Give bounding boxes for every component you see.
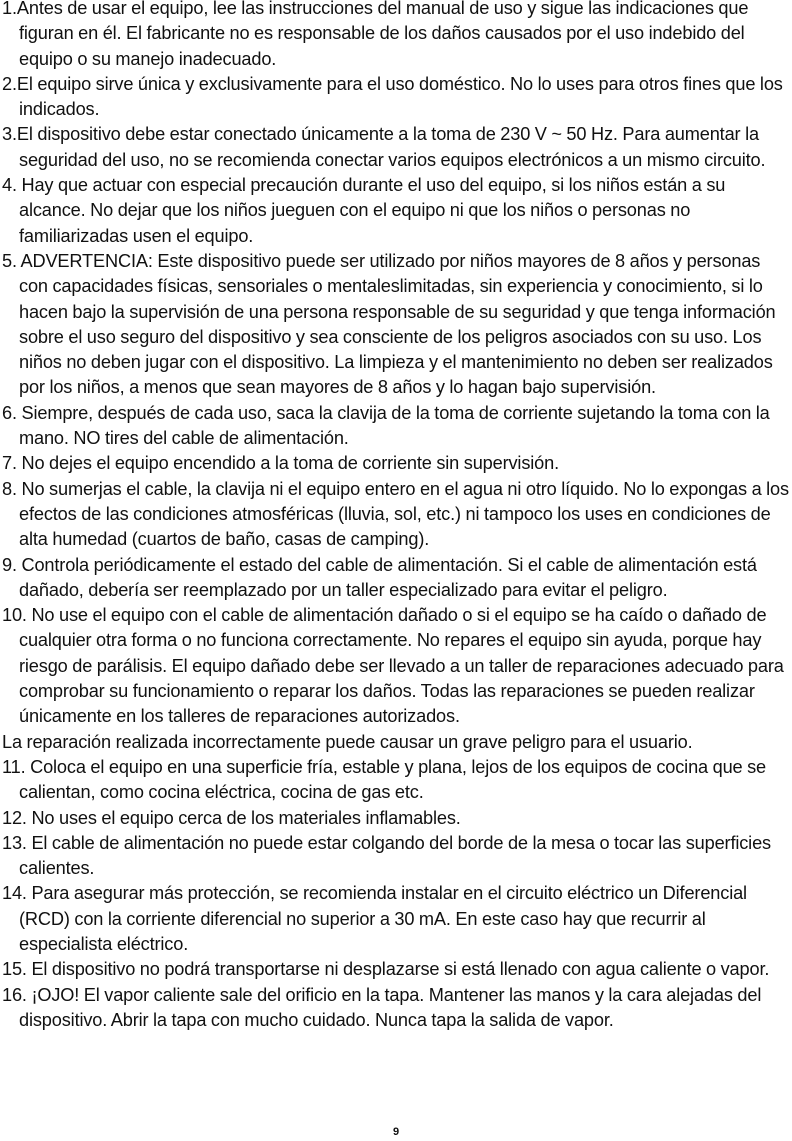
list-item (2, 122, 790, 173)
item-text: El dispositivo debe estar conectado únicamente a la toma de 230 V ~ 50 Hz. Para aumentar la seguridad del uso, no se recomienda conectar varios equipos electrónicos a un mismo circuito. (16, 124, 766, 170)
page-number: 9 (392, 1126, 400, 1138)
list-item (2, 249, 790, 401)
item-text: El equipo sirve única y exclusivamente para el uso doméstico. No lo uses para otros fines que los indicados. (16, 73, 783, 120)
warning-note (2, 730, 790, 755)
item-text: No dejes el equipo encendido a la toma de corriente sin supervisión. (16, 453, 559, 474)
item-text: El dispositivo no podrá transportarse ni desplazarse si está llenado con agua caliente o vapor. (26, 959, 770, 980)
list-item (2, 553, 790, 604)
item-number: 14. (2, 883, 27, 904)
item-text: No sumerjas el cable, la clavija ni el equipo entero en el agua ni otro líquido. No lo expongas a los efectos de las condiciones atmosféricas (lluvia, sol, etc.) ni tampoco los uses en condiciones de alta humedad (cuartos de baño, casas de camping). (16, 478, 789, 550)
list-item (2, 603, 790, 729)
list-item (2, 0, 790, 72)
list-item (2, 173, 790, 249)
item-number: 15. (2, 959, 27, 980)
item-text: Para asegurar más protección, se recomienda instalar en el circuito eléctrico un Diferencial (RCD) con la corriente diferencial no superior a 30 mA. En este caso hay que recurrir al especialista eléctrico. (19, 883, 747, 954)
safety-instructions-list (2, 0, 790, 1033)
item-text: ¡OJO! El vapor caliente sale del orificio en la tapa. Mantener las manos y la cara alejadas del dispositivo. Abrir la tapa con mucho cuidado. Nunca tapa la salida de vapor. (19, 984, 762, 1030)
item-text: El cable de alimentación no puede estar colgando del borde de la mesa o tocar las superficies calientes. (19, 832, 771, 879)
item-number: 4. (2, 175, 17, 196)
list-item (2, 806, 790, 831)
item-number: 16. (2, 984, 27, 1005)
item-number: 5. (2, 250, 17, 271)
item-number: 9. (2, 554, 17, 575)
item-text: Controla periódicamente el estado del cable de alimentación. Si el cable de alimentación está dañado, debería ser reemplazado por un taller especializado para evitar el peligro. (16, 554, 757, 600)
item-number: 12. (2, 807, 27, 828)
item-number: 2. (2, 73, 17, 94)
item-text: No uses el equipo cerca de los materiales inflamables. (26, 807, 461, 828)
list-item (2, 831, 790, 882)
list-item (2, 401, 790, 452)
item-number: 3. (2, 124, 17, 145)
item-number: 8. (2, 478, 17, 499)
list-item (2, 72, 790, 123)
item-text: Coloca el equipo en una superficie fría, estable y plana, lejos de los equipos de cocina que se calientan, como cocina eléctrica, cocina de gas etc. (19, 756, 767, 803)
list-item (2, 957, 790, 982)
item-text: Hay que actuar con especial precaución durante el uso del equipo, si los niños están a su alcance. No dejar que los niños jueguen con el equipo ni que los niños o personas no familiarizadas usen el equipo. (16, 175, 726, 246)
item-number: 1. (2, 0, 17, 18)
item-number: 7. (2, 453, 17, 474)
list-item (2, 983, 790, 1034)
list-item (2, 755, 790, 806)
list-item (2, 881, 790, 957)
item-number: 13. (2, 832, 27, 853)
item-number: 10. (2, 605, 27, 626)
item-number: 11. (2, 756, 26, 777)
item-text: No use el equipo con el cable de alimentación dañado o si el equipo se ha caído o dañado de cualquier otra forma o no funciona correctamente. No repares el equipo sin ayuda, porque hay riesgo de parálisis. El equipo dañado debe ser llevado a un taller de reparaciones adecuado para comprobar su funcionamiento o reparar los daños. Todas las reparaciones se pueden realizar únicamente en los talleres de reparaciones autorizados. (19, 605, 784, 727)
item-text: Antes de usar el equipo, lee las instrucciones del manual de uso y sigue las indicaciones que figuran en él. El fabricante no es responsable de los daños causados por el uso indebido del equipo o su manejo inadecuado. (16, 0, 749, 69)
list-item (2, 451, 790, 476)
list-item (2, 477, 790, 553)
item-text: ADVERTENCIA: Este dispositivo puede ser utilizado por niños mayores de 8 años y personas con capacidades físicas, sensoriales o mentaleslimitadas, sin experiencia y conocimiento, si lo hacen bajo la supervisión de una persona responsable de su seguridad y que tenga información sobre el uso seguro del dispositivo y sea consciente de los peligros asociados con su uso. Los niños no deben jugar con el dispositivo. La limpieza y el mantenimiento no deben ser realizados por los niños, a menos que sean mayores de 8 años y lo hagan bajo supervisión. (16, 250, 776, 398)
warning-note-text: La reparación realizada incorrectamente puede causar un grave peligro para el usuario. (2, 731, 693, 752)
item-text: Siempre, después de cada uso, saca la clavija de la toma de corriente sujetando la toma con la mano. NO tires del cable de alimentación. (16, 402, 770, 449)
item-number: 6. (2, 402, 17, 423)
